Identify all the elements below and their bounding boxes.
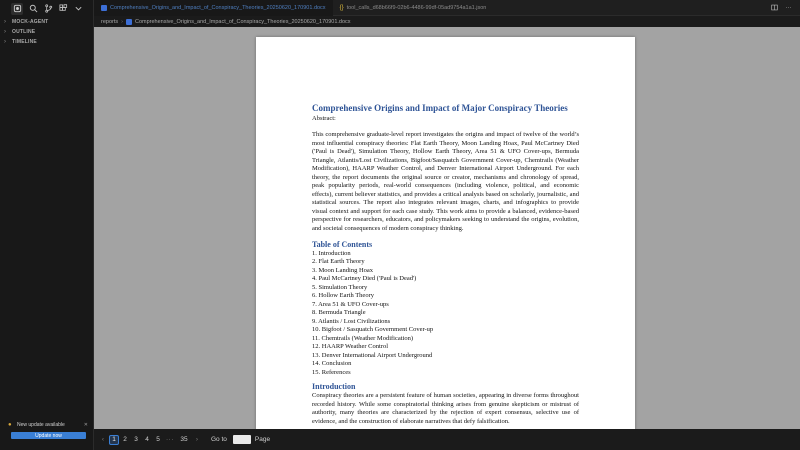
extensions-icon[interactable]: [58, 4, 68, 14]
toc-item: 8. Bermuda Triangle: [312, 309, 366, 317]
update-now-button[interactable]: Update now: [11, 432, 86, 439]
section-label: OUTLINE: [12, 29, 36, 35]
introduction-text: Conspiracy theories are a persistent feature of human societies, appearing in diverse forms throughout recorded history. While some conspiratorial thinking arises from genuine skepticism or mistrust of authority, many theories are characterized by the rejection of expert consensus, selective use of evidence, and the construction of elaborate narratives that defy falsification.: [312, 392, 579, 425]
introduction-heading: Introduction: [312, 382, 356, 392]
toc-item: 11. Chemtrails (Weather Modification): [312, 334, 414, 342]
chevron-right-icon: ›: [121, 18, 123, 25]
toc-item: 15. References: [312, 368, 351, 376]
source-control-icon[interactable]: [43, 4, 53, 14]
toc-item: 2. Flat Earth Theory: [312, 258, 365, 266]
update-notification: [8, 420, 88, 439]
toc-item: 6. Hollow Earth Theory: [312, 292, 374, 300]
chevron-down-icon[interactable]: [73, 4, 83, 14]
breadcrumb: [94, 16, 800, 27]
page-button[interactable]: 4: [145, 436, 149, 443]
pagination-bar: [94, 429, 800, 450]
tab-docx[interactable]: [94, 0, 333, 16]
abstract-text: This comprehensive graduate-level report investigates the origins and impact of twelve of the world’s most influential conspiracy theories: Flat Earth Theory, Moon Landing Hoax, Paul McCartney Died ('Paul is Dead'), Simulation Theory, Hollow Earth Theory, Area 51 & UFO Cover-ups, Bermuda Triangle, Atlantis/Lost Civilizations, Bigfoot/Sasquatch Government Cover-up, Chemtrails (Weather Modification), HAARP Weather Control, and Denver International Airport Underground. For each theory, the report documents the original source or creator, mechanisms and chronology of spread, peak popularity periods, real-world consequences (including violence, political, and economic effects), current believer statistics, and provides a critical analysis based on scholarly, journalistic, and statistical sources. The report also integrates relevant images, charts, and infographics to provide visual context and support for each case study. This work aims to provide a balanced, evidence-based perspective for researchers, educators, and policymakers seeking to understand the origins, evolution, and societal consequences of modern conspiracy thinking.: [312, 131, 579, 233]
close-icon[interactable]: ✕: [83, 421, 88, 428]
sidebar-toolbar: [0, 0, 93, 17]
next-page-button[interactable]: ›: [195, 436, 199, 443]
goto-label: Go to: [211, 436, 227, 443]
sidebar-section-outline[interactable]: [0, 27, 93, 37]
section-label: TIMELINE: [12, 39, 37, 45]
toc-item: 1. Introduction: [312, 249, 351, 257]
json-file-icon: {}: [339, 5, 344, 11]
word-file-icon: [101, 5, 107, 11]
chevron-right-icon: ›: [4, 39, 6, 45]
tab-bar: [94, 0, 800, 16]
prev-page-button[interactable]: ‹: [101, 436, 105, 443]
sidebar: [0, 0, 94, 450]
toc-item: 4. Paul McCartney Died ('Paul is Dead'): [312, 275, 417, 283]
toc-item: 13. Denver International Airport Underground: [312, 351, 433, 359]
editor-actions: [771, 0, 800, 15]
table-of-contents: [312, 250, 579, 378]
toc-item: 10. Bigfoot / Sasquatch Government Cover-up: [312, 326, 434, 334]
split-editor-icon[interactable]: [771, 4, 778, 11]
page-button[interactable]: 3: [134, 436, 138, 443]
sidebar-section-timeline[interactable]: [0, 37, 93, 47]
tab-label: tool_calls_d68b66f9-02b6-4486-99df-05ad9754a1a1.json: [346, 5, 487, 11]
breadcrumb-file[interactable]: Comprehensive_Origins_and_Impact_of_Conspiracy_Theories_20250620_170901.docx: [134, 18, 351, 25]
chevron-right-icon: ›: [4, 29, 6, 35]
page-label: Page: [254, 436, 271, 443]
toc-heading: Table of Contents: [312, 239, 373, 249]
abstract-heading: Abstract:: [312, 115, 336, 122]
toc-item: 14. Conclusion: [312, 360, 352, 368]
document-title: Comprehensive Origins and Impact of Major Conspiracy Theories: [312, 103, 568, 113]
more-actions-icon[interactable]: ···: [785, 4, 792, 11]
toc-item: 9. Atlantis / Lost Civilizations: [312, 317, 391, 325]
goto-page-input[interactable]: [233, 435, 251, 444]
page-button-current[interactable]: 1: [109, 435, 119, 445]
pagination-ellipsis: ···: [166, 436, 174, 443]
document-viewer[interactable]: [94, 27, 800, 429]
page-button[interactable]: 2: [123, 436, 127, 443]
section-label: MOCK-AGENT: [12, 19, 49, 25]
toc-item: 7. Area 51 & UFO Cover-ups: [312, 300, 389, 308]
document-content: [312, 103, 579, 426]
tab-json[interactable]: [333, 0, 494, 16]
word-file-icon: [126, 19, 132, 25]
breadcrumb-folder[interactable]: reports: [101, 18, 119, 25]
chevron-right-icon: ›: [4, 19, 6, 25]
explorer-icon[interactable]: [11, 3, 23, 15]
toc-item: 5. Simulation Theory: [312, 283, 368, 291]
search-icon[interactable]: [28, 4, 38, 14]
toc-item: 12. HAARP Weather Control: [312, 343, 389, 351]
sidebar-section-mock-agent[interactable]: [0, 17, 93, 27]
document-page: [256, 37, 635, 429]
update-text: New update available: [17, 421, 65, 428]
tab-label: Comprehensive_Origins_and_Impact_of_Conspiracy_Theories_20250620_170901.docx: [110, 5, 326, 11]
page-button-last[interactable]: 35: [180, 436, 188, 443]
toc-item: 3. Moon Landing Hoax: [312, 266, 374, 274]
bell-icon: ●: [8, 421, 12, 428]
page-button[interactable]: 5: [156, 436, 160, 443]
